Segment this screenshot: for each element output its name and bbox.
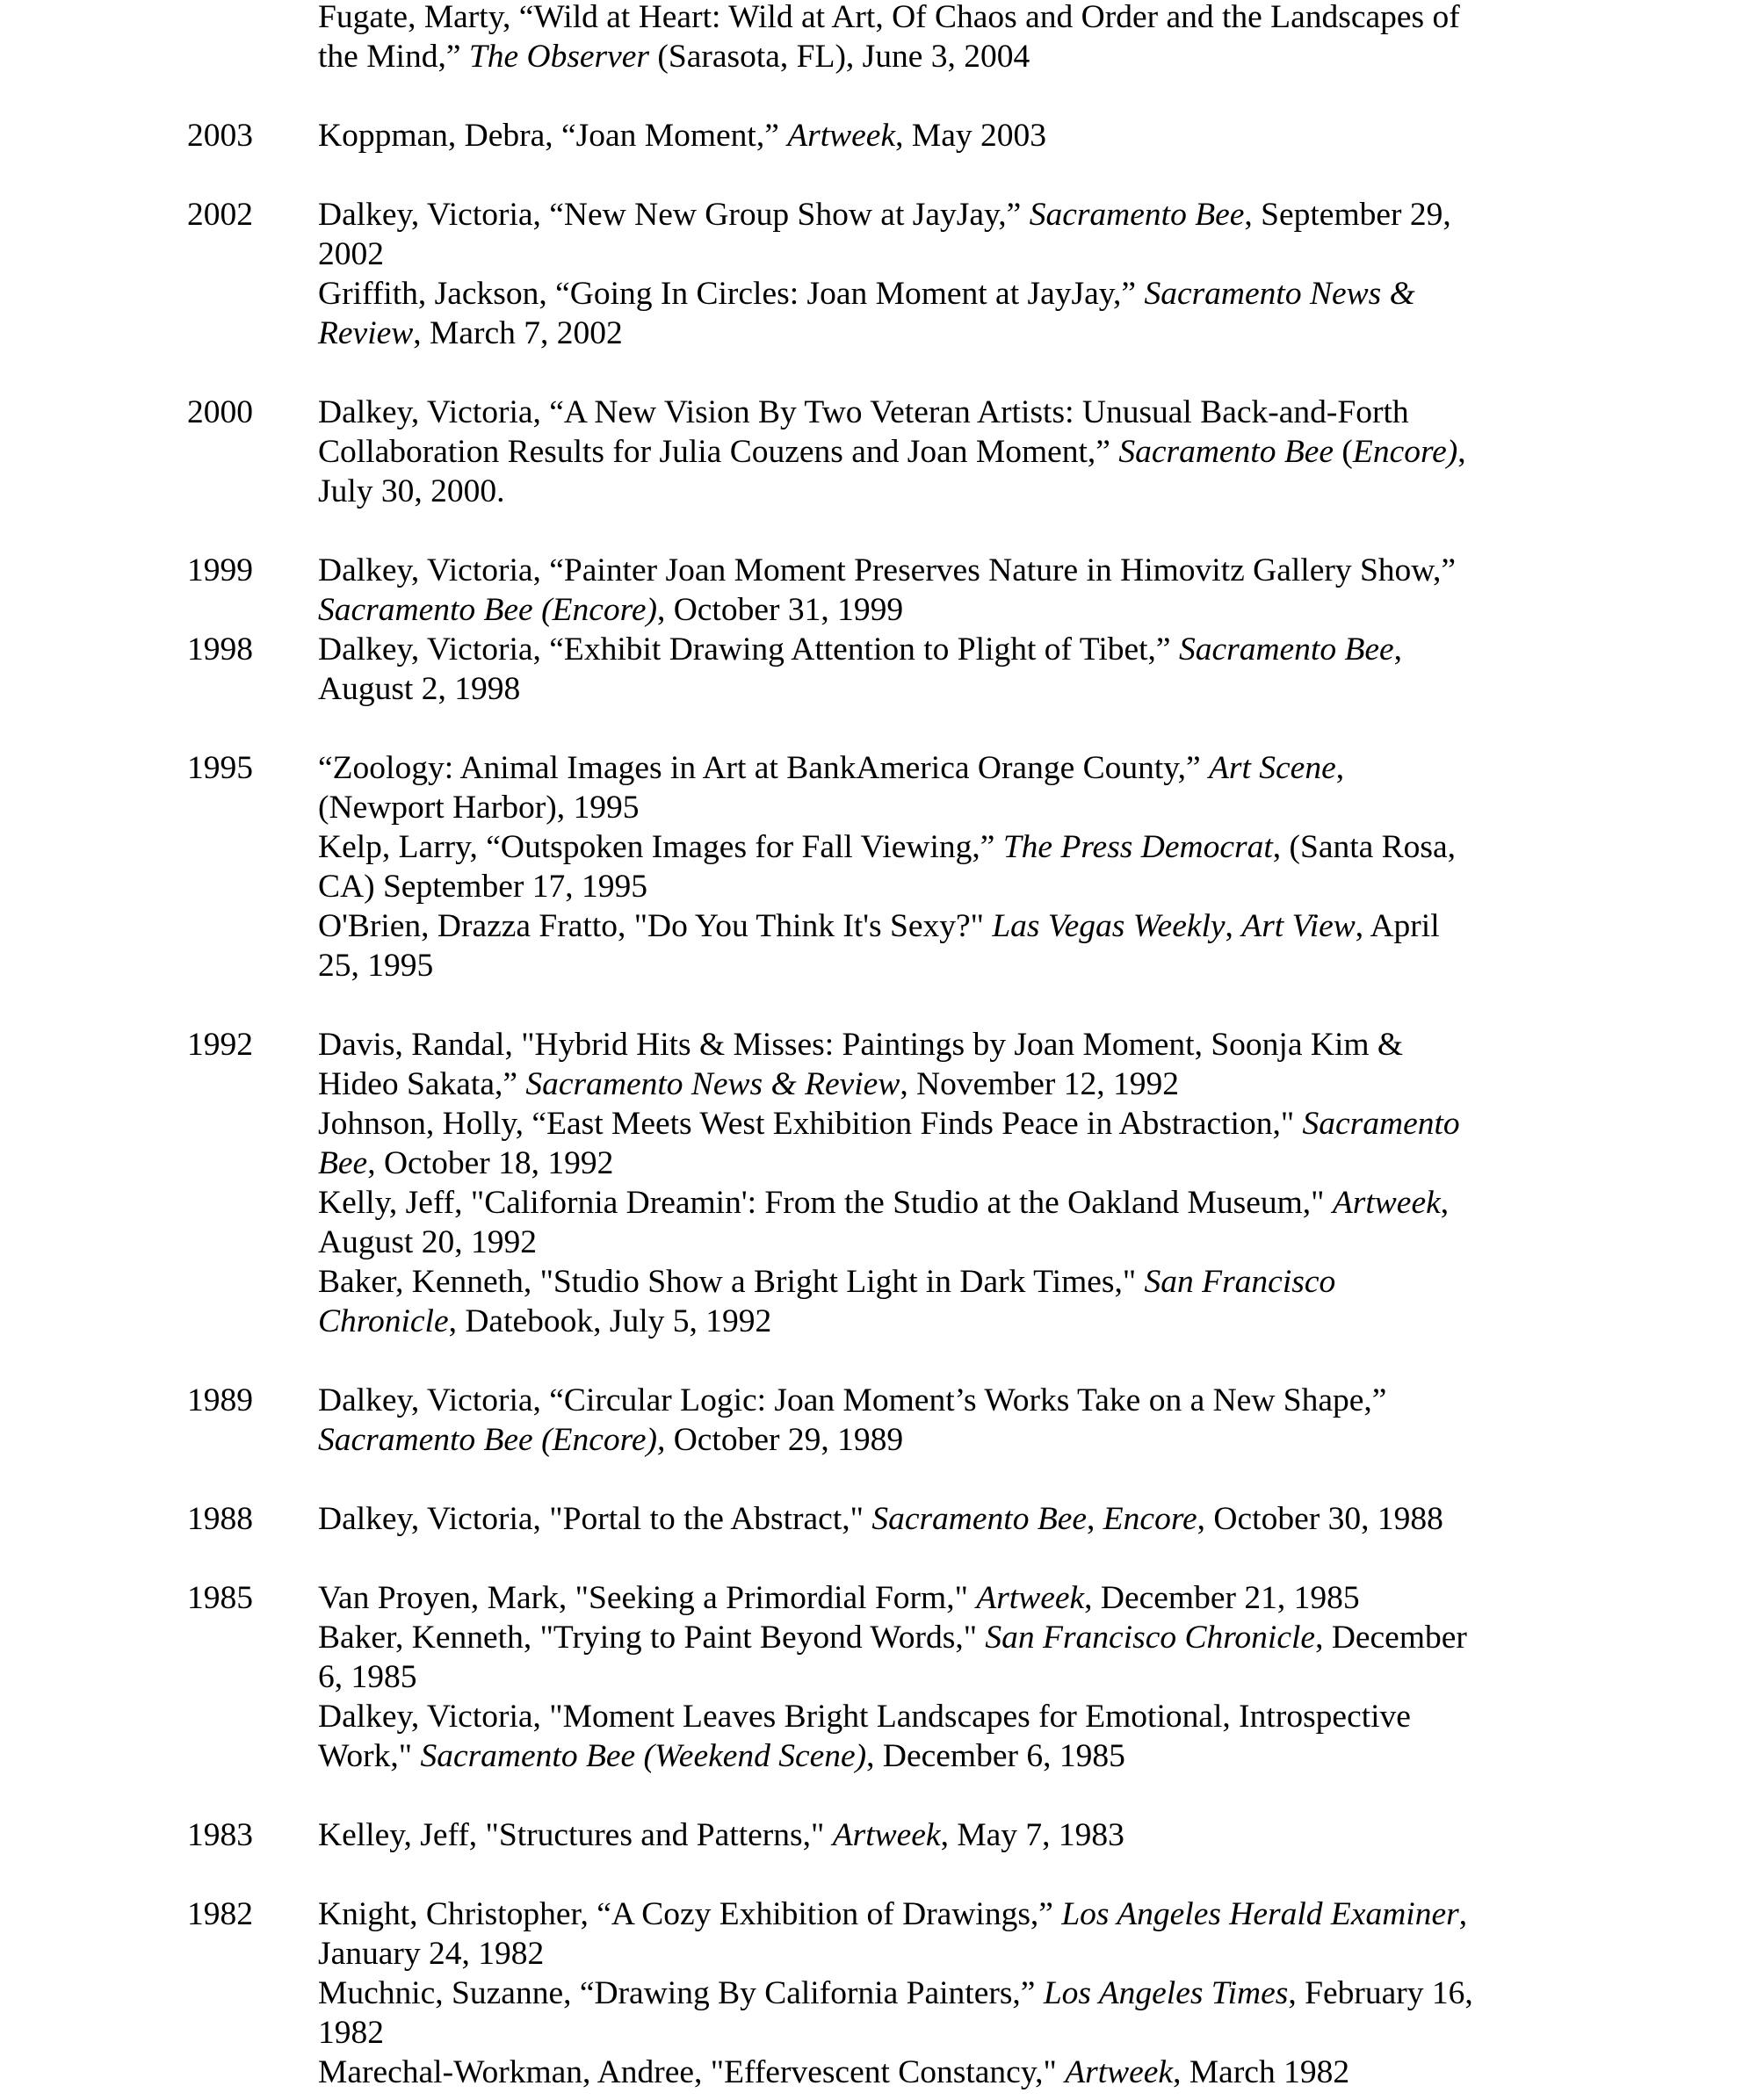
entry-line: O'Brien, Drazza Fratto, "Do You Think It's Sexy?" Las Vegas Weekly, Art View, April (318, 908, 1440, 944)
entry-line: Davis, Randal, "Hybrid Hits & Misses: Paintings by Joan Moment, Soonja Kim & (318, 1027, 1404, 1063)
entry-line: Dalkey, Victoria, “Painter Joan Moment Preserves Nature in Himovitz Gallery Show,” (318, 552, 1456, 588)
entry-line: Johnson, Holly, “East Meets West Exhibition Finds Peace in Abstraction," Sacramento (318, 1106, 1460, 1142)
entry-year: 1992 (187, 1027, 253, 1063)
entry-year: 1982 (187, 1896, 253, 1932)
entry-year: 1999 (187, 552, 253, 588)
entry-line: Kelp, Larry, “Outspoken Images for Fall Viewing,” The Press Democrat, (Santa Rosa, (318, 829, 1457, 865)
entry-line: Collaboration Results for Julia Couzens and Joan Moment,” Sacramento Bee (Encore), (318, 434, 1466, 470)
entry-year: 1989 (187, 1382, 253, 1418)
entry-line: Dalkey, Victoria, “Circular Logic: Joan Moment’s Works Take on a New Shape,” (318, 1382, 1387, 1418)
entry-year: 2003 (187, 118, 253, 154)
entry-line: 2002 (318, 236, 384, 272)
entry-year: 1988 (187, 1501, 253, 1537)
entry-line: Fugate, Marty, “Wild at Heart: Wild at Art, Of Chaos and Order and the Landscapes of (318, 0, 1460, 35)
entry-line: Dalkey, Victoria, “New New Group Show at JayJay,” Sacramento Bee, September 29, (318, 197, 1451, 233)
entry-line: 6, 1985 (318, 1659, 417, 1695)
entry-line: “Zoology: Animal Images in Art at BankAmerica Orange County,” Art Scene, (318, 750, 1345, 786)
entry-line: CA) September 17, 1995 (318, 869, 647, 905)
entry-line: Bee, October 18, 1992 (318, 1145, 614, 1181)
entry-line: Van Proyen, Mark, "Seeking a Primordial Form," Artweek, December 21, 1985 (318, 1580, 1360, 1616)
entry-line: 25, 1995 (318, 948, 434, 984)
entry-year: 1985 (187, 1580, 253, 1616)
entry-line: Dalkey, Victoria, “A New Vision By Two Veteran Artists: Unusual Back-and-Forth (318, 394, 1409, 430)
entry-year: 2000 (187, 394, 253, 430)
entry-line: 1982 (318, 2015, 384, 2051)
entry-year: 1998 (187, 631, 253, 668)
entry-line: Chronicle, Datebook, July 5, 1992 (318, 1303, 772, 1339)
entry-line: Work," Sacramento Bee (Weekend Scene), December 6, 1985 (318, 1738, 1125, 1774)
entry-line: Kelly, Jeff, "California Dreamin': From the Studio at the Oakland Museum," Artweek, (318, 1185, 1450, 1221)
entry-line: January 24, 1982 (318, 1936, 545, 1972)
entry-line: Dalkey, Victoria, "Moment Leaves Bright Landscapes for Emotional, Introspective (318, 1699, 1411, 1735)
entry-year: 1995 (187, 750, 253, 786)
entry-line: Griffith, Jackson, “Going In Circles: Joan Moment at JayJay,” Sacramento News & (318, 276, 1415, 312)
entry-line: Dalkey, Victoria, “Exhibit Drawing Attention to Plight of Tibet,” Sacramento Bee, (318, 631, 1403, 668)
entry-line: Marechal-Workman, Andree, "Effervescent Constancy," Artweek, March 1982 (318, 2054, 1350, 2090)
entry-line: Muchnic, Suzanne, “Drawing By California Painters,” Los Angeles Times, February 16, (318, 1975, 1473, 2011)
entry-line: Knight, Christopher, “A Cozy Exhibition of Drawings,” Los Angeles Herald Examiner, (318, 1896, 1468, 1932)
entry-line: (Newport Harbor), 1995 (318, 790, 640, 826)
entry-line: Sacramento Bee (Encore), October 29, 1989 (318, 1422, 904, 1458)
entry-line: the Mind,” The Observer (Sarasota, FL), June 3, 2004 (318, 39, 1030, 75)
entry-line: August 20, 1992 (318, 1224, 537, 1260)
entry-line: Hideo Sakata,” Sacramento News & Review, November 12, 1992 (318, 1066, 1179, 1102)
entry-line: July 30, 2000. (318, 473, 505, 509)
entry-line: August 2, 1998 (318, 671, 521, 707)
entry-year: 2002 (187, 197, 253, 233)
entry-year: 1983 (187, 1817, 253, 1853)
entry-line: Dalkey, Victoria, "Portal to the Abstract," Sacramento Bee, Encore, October 30, 1988 (318, 1501, 1443, 1537)
entry-line: Sacramento Bee (Encore), October 31, 1999 (318, 592, 904, 628)
entry-line: Baker, Kenneth, "Studio Show a Bright Light in Dark Times," San Francisco (318, 1264, 1336, 1300)
entry-line: Koppman, Debra, “Joan Moment,” Artweek, May 2003 (318, 118, 1046, 154)
entry-line: Review, March 7, 2002 (318, 315, 623, 351)
entry-line: Baker, Kenneth, "Trying to Paint Beyond Words," San Francisco Chronicle, December (318, 1620, 1467, 1656)
entry-line: Kelley, Jeff, "Structures and Patterns," Artweek, May 7, 1983 (318, 1817, 1124, 1853)
